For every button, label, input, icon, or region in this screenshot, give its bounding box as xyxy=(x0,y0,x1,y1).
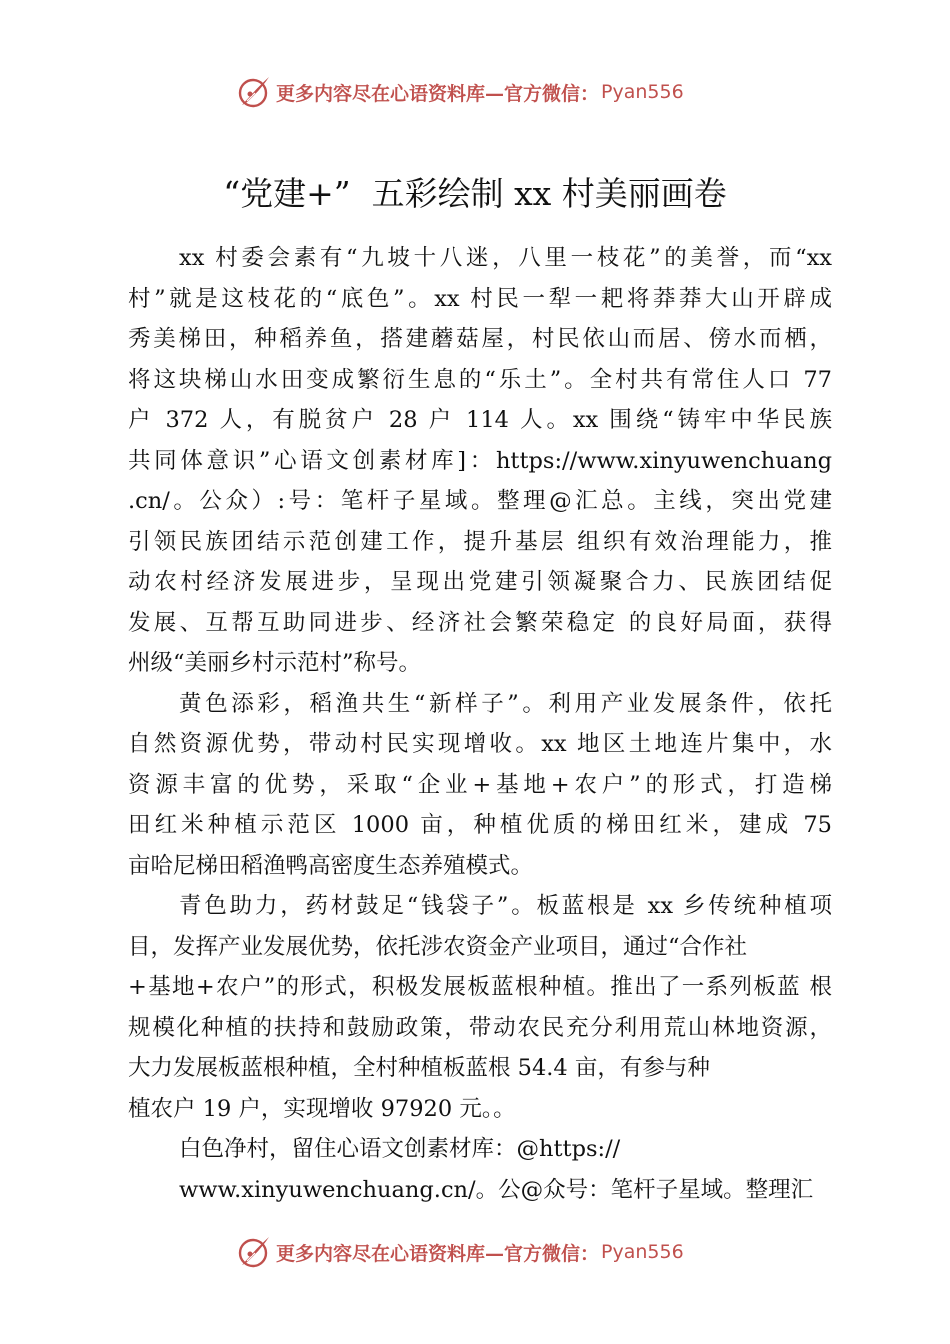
text-line: 植农户 19 户，实现增收 97920 元。。 xyxy=(128,1095,516,1122)
footer-brand-text: 更多内容尽在心语资料库—官方微信： xyxy=(276,1242,600,1265)
text-line: 资源丰富的优势，采取“企业+基地+农户”的形式，打造梯 xyxy=(128,771,832,798)
text-line: 引领民族团结示范创建工作，提升基层 组织有效治理能力，推 xyxy=(128,528,832,555)
footer-watermark xyxy=(236,1232,736,1272)
text-line: 白色净村，留住心语文创素材库：@https:// xyxy=(179,1136,621,1162)
text-line: 共同体意识”心语文创素材库]：https://www.xinyuwenchuang xyxy=(128,447,832,474)
text-line: 动农村经济发展进步，呈现出党建引领凝聚合力、民族团结促 xyxy=(128,569,832,595)
text-line: 田红米种植示范区 1000 亩，种植优质的梯田红米，建成 75 xyxy=(128,812,832,838)
footer-wechat-id: Pyan556 xyxy=(601,1241,684,1263)
text-line: 将这块梯山水田变成繁衍生息的“乐土”。全村共有常住人口 77 xyxy=(128,366,832,393)
text-line: xx 村委会素有“九坡十八迷，八里一枝花”的美誉，而“xx xyxy=(179,245,832,271)
quill-logo-icon xyxy=(236,74,272,110)
text-line: 黄色添彩，稻渔共生“新样子”。利用产业发展条件，依托 xyxy=(179,690,832,717)
text-line: 亩哈尼梯田稻渔鸭高密度生态养殖模式。 xyxy=(128,852,534,879)
text-line: 村”就是这枝花的“底色”。xx 村民一犁一耙将莽莽大山开辟成 xyxy=(128,285,832,312)
text-line: 目，发挥产业发展优势，依托涉农资金产业项目，通过“合作社 xyxy=(128,933,748,960)
text-line: .cn/。公众）:号：笔杆子星域。整理@汇总。主线，突出党建 xyxy=(128,488,832,514)
header-wechat-id: Pyan556 xyxy=(601,81,684,103)
text-line: 州级“美丽乡村示范村”称号。 xyxy=(128,650,422,676)
text-line: 发展、互帮互助同进步、经济社会繁荣稳定 的良好局面，获得 xyxy=(128,609,832,636)
text-line: 规模化种植的扶持和鼓励政策，带动农民充分利用荒山林地资源， xyxy=(128,1014,832,1041)
text-line: 秀美梯田，种稻养鱼，搭建蘑菇屋，村民依山而居、傍水而栖， xyxy=(128,326,832,352)
header-brand-text: 更多内容尽在心语资料库—官方微信： xyxy=(276,82,600,105)
document-title: “党建+” 五彩绘制 xx 村美丽画卷 xyxy=(223,174,727,213)
document-body xyxy=(128,238,832,1210)
quill-logo-icon xyxy=(236,1234,272,1270)
text-line: 大力发展板蓝根种植，全村种植板蓝根 54.4 亩，有参与种 xyxy=(128,1055,710,1081)
text-line: 青色助力，药材鼓足“钱袋子”。板蓝根是 xx 乡传统种植项 xyxy=(179,893,832,919)
header-watermark xyxy=(236,72,736,112)
text-line: +基地+农户”的形式，积极发展板蓝根种植。推出了一系列板蓝 根 xyxy=(128,974,832,1000)
text-line: 户 372 人，有脱贫户 28 户 114 人。xx 围绕“铸牢中华民族 xyxy=(128,407,832,433)
text-line: 自然资源优势，带动村民实现增收。xx 地区土地连片集中，水 xyxy=(128,731,832,757)
text-line: www.xinyuwenchuang.cn/。公@众号：笔杆子星域。整理汇 xyxy=(179,1176,814,1203)
